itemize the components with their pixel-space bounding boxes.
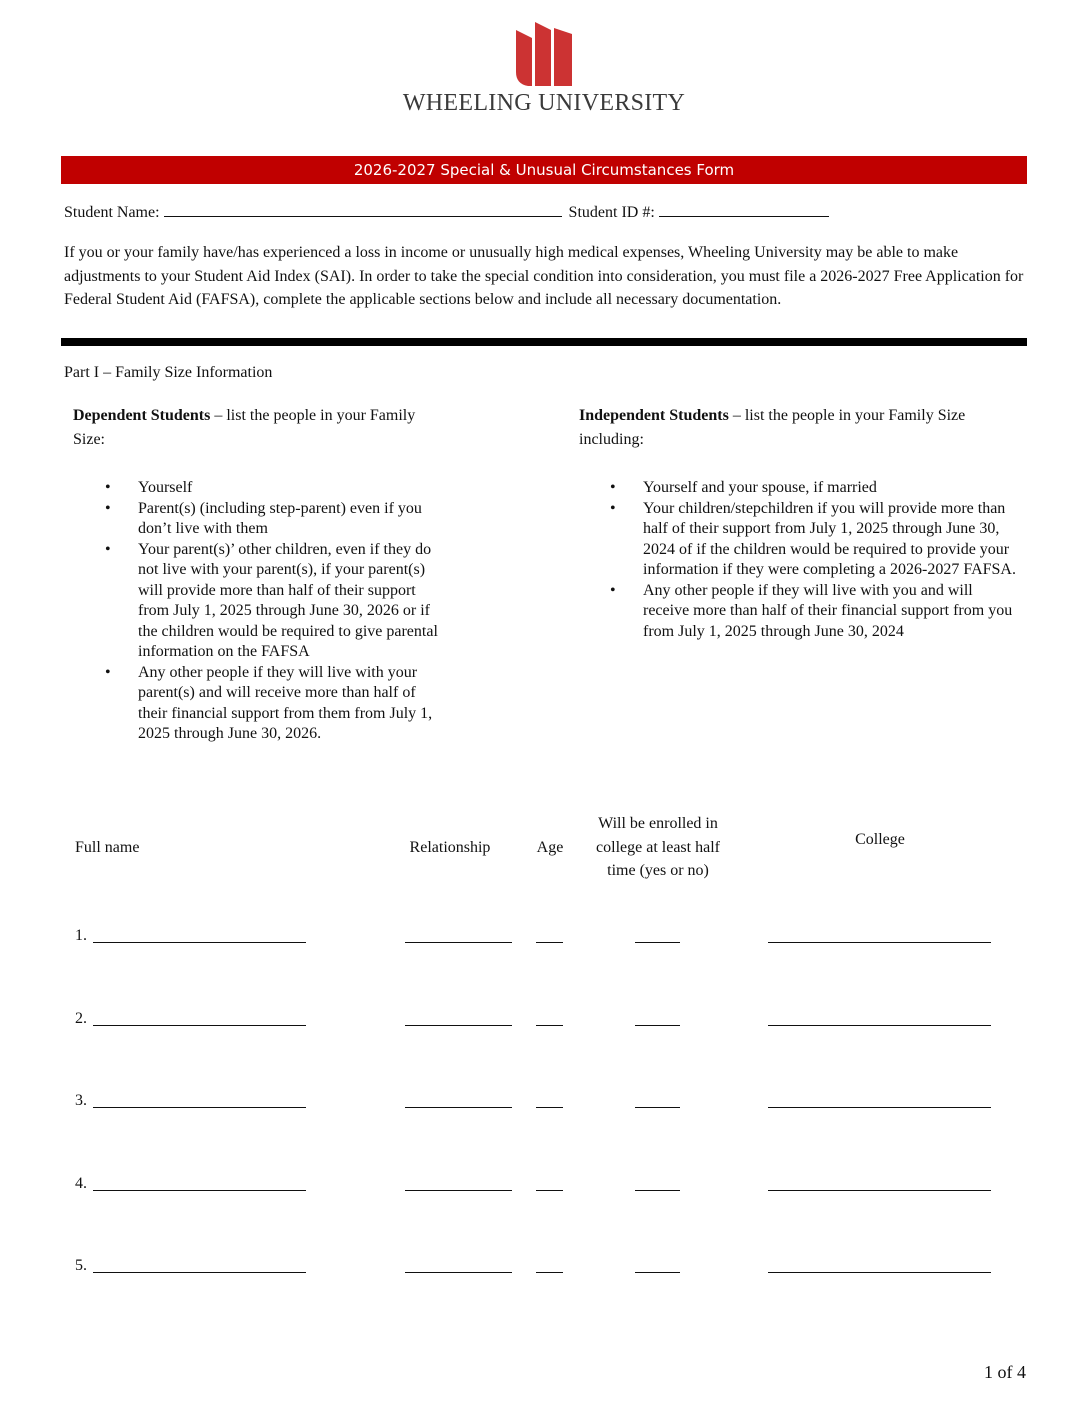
age-field[interactable] — [536, 1025, 563, 1026]
row-number: 5. — [75, 1257, 87, 1274]
college-field[interactable] — [768, 942, 991, 943]
relationship-field[interactable] — [405, 1190, 512, 1191]
list-item: • Your parent(s)’ other children, even if they do not live with your parent(s), if your parent(s) will provide more than half of their support from July 1, 2025 through June 30, 2026 or if the children would be required to give parental information on the FAFSA — [105, 540, 450, 663]
row-number: 4. — [75, 1175, 87, 1192]
list-item: • Yourself and your spouse, if married — [610, 478, 1020, 499]
full-name-field[interactable] — [93, 1272, 306, 1273]
independent-heading-text: – list the people in your Family Size including: — [579, 407, 966, 448]
relationship-field[interactable] — [405, 1272, 512, 1273]
row-number: 3. — [75, 1092, 87, 1109]
list-item: • Yourself — [105, 478, 450, 499]
row-number: 1. — [75, 927, 87, 944]
independent-heading-bold: Independent Students — [579, 407, 729, 424]
list-item: • Any other people if they will live with your parent(s) and will receive more than half of their financial support from them from July 1, 2025 through June 30, 2026. — [105, 663, 450, 745]
university-logo — [398, 22, 690, 122]
relationship-field[interactable] — [405, 1107, 512, 1108]
part1-title: Part I – Family Size Information — [64, 364, 273, 381]
college-field[interactable] — [768, 1107, 991, 1108]
dependent-list — [105, 478, 450, 745]
full-name-field[interactable] — [93, 942, 306, 943]
column-header-relationship: Relationship — [409, 839, 491, 856]
enrolled-field[interactable] — [635, 1025, 680, 1026]
intro-paragraph: If you or your family have/has experienced a loss in income or unusually high medical expenses, Wheeling University may be able to make adjustments to your Student Aid Index (SAI). In order to take the special condition into consideration, you must file a 2026-2027 Free Application for Federal Student Aid (FAFSA), complete the applicable sections below and include all necessary documentation. — [64, 244, 1024, 308]
form-title-banner: 2026-2027 Special & Unusual Circumstances Form — [61, 156, 1027, 184]
column-header-college: College — [855, 831, 905, 848]
full-name-field[interactable] — [93, 1190, 306, 1191]
list-item: • Any other people if they will live with you and will receive more than half of their financial support from you from July 1, 2025 through June 30, 2024 — [610, 581, 1020, 643]
section-divider — [61, 338, 1027, 346]
university-logo-mark-icon — [514, 22, 574, 88]
independent-list — [610, 478, 1020, 642]
student-info-row — [64, 202, 829, 222]
enrolled-field[interactable] — [635, 1190, 680, 1191]
list-item: • Parent(s) (including step-parent) even if you don’t live with them — [105, 499, 450, 540]
column-header-full-name: Full name — [75, 839, 140, 856]
college-field[interactable] — [768, 1190, 991, 1191]
student-name-label: Student Name: — [64, 204, 160, 221]
logo-wordmark: WHEELING UNIVERSITY — [402, 90, 686, 116]
student-id-label: Student ID #: — [568, 204, 655, 221]
student-id-field[interactable] — [659, 202, 829, 217]
age-field[interactable] — [536, 1107, 563, 1108]
dependent-heading — [73, 404, 418, 452]
dependent-heading-bold: Dependent Students — [73, 407, 211, 424]
row-number: 2. — [75, 1010, 87, 1027]
list-item: • Your children/stepchildren if you will provide more than half of their support from July 1, 2025 through June 30, 2024 of if the children would be required to provide your information if they were completing a 2026-2027 FAFSA. — [610, 499, 1020, 581]
independent-heading — [579, 404, 1019, 452]
column-header-enrolled: Will be enrolled in college at least half time (yes or no) — [596, 815, 720, 879]
relationship-field[interactable] — [405, 942, 512, 943]
full-name-field[interactable] — [93, 1107, 306, 1108]
age-field[interactable] — [536, 1190, 563, 1191]
enrolled-field[interactable] — [635, 942, 680, 943]
college-field[interactable] — [768, 1272, 991, 1273]
full-name-field[interactable] — [93, 1025, 306, 1026]
relationship-field[interactable] — [405, 1025, 512, 1026]
dependent-heading-text: – list the people in your Family Size: — [73, 407, 416, 448]
page-number: 1 of 4 — [984, 1362, 1026, 1382]
college-field[interactable] — [768, 1025, 991, 1026]
column-header-age: Age — [536, 839, 564, 856]
age-field[interactable] — [536, 1272, 563, 1273]
enrolled-field[interactable] — [635, 1272, 680, 1273]
student-name-field[interactable] — [164, 202, 562, 217]
enrolled-field[interactable] — [635, 1107, 680, 1108]
age-field[interactable] — [536, 942, 563, 943]
